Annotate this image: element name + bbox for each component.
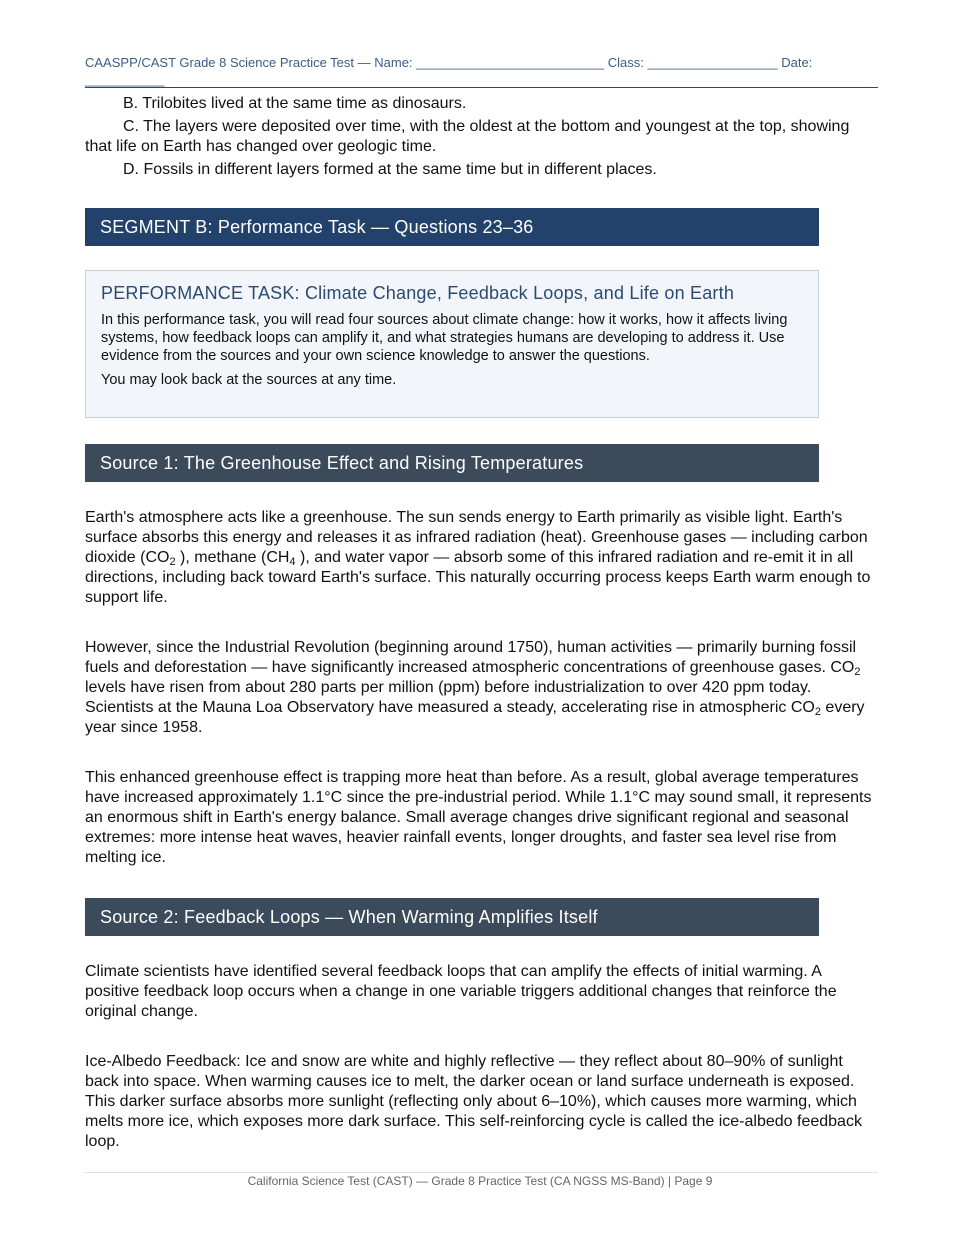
performance-task-box [85,270,819,418]
answer-option-c: C. The layers were deposited over time, with the oldest at the bottom and youngest at the top, showing that life on Earth has changed over geologic time. [85,118,850,155]
answer-option-d: D. Fossils in different layers formed at the same time but in different places. [123,161,657,178]
page-footer: California Science Test (CAST) — Grade 8 Practice Test (CA NGSS MS-Band) | Page 9 [247,1174,713,1188]
performance-task-title: PERFORMANCE TASK: Climate Change, Feedback Loops, and Life on Earth [101,283,735,303]
source-1-paragraph-3: This enhanced greenhouse effect is trapping more heat than before. As a result, global average temperatures have increased approximately 1.1°C since the pre-industrial period. While 1.1°C may sound small, it represents an enormous shift in Earth's energy balance. Small average changes drive significant regional and seasonal extremes: more intense heat waves, heavier rainfall events, longer droughts, and faster sea level rise from melting ice. [85,769,872,866]
header-divider [85,87,878,88]
source-2-paragraph-2: Ice-Albedo Feedback: Ice and snow are white and highly reflective — they reflect about 80–90% of sunlight back into space. When warming causes ice to melt, the darker ocean or land surface underneath is exposed. This darker surface absorbs more sunlight (reflecting only about 6–10%), which causes more warming, which melts more ice, which exposes more dark surface. This self-reinforcing cycle is called the ice-albedo feedback loop. [85,1053,862,1150]
footer-divider [85,1172,878,1173]
page-header: CAASPP/CAST Grade 8 Science Practice Test — Name: __________________________ Class: __________________ Date: ___________ [85,55,813,87]
performance-task-intro: In this performance task, you will read four sources about climate change: how it works, how it affects living systems, how feedback loops can amplify it, and what strategies humans are developing to address it. Use evidence from the sources and your own science knowledge to answer the questions. [101,312,788,364]
segment-b-heading: SEGMENT B: Performance Task — Questions 23–36 [85,208,819,246]
source-1-heading: Source 1: The Greenhouse Effect and Rising Temperatures [85,444,819,482]
source-1-paragraph-1: Earth's atmosphere acts like a greenhouse. The sun sends energy to Earth primarily as visible light. Earth's surface absorbs this energy and releases it as infrared radiation (heat). Greenhouse gases — including carbon dioxide ($CO_2$ ), methane ($CH_4$ ), and water vapor — absorb some of this infrared radiation and re-emit it in all directions, including back toward Earth's surface. This naturally occurring process keeps Earth warm enough to support life. [85,509,871,606]
source-1-paragraph-2: However, since the Industrial Revolution (beginning around 1750), human activities — primarily burning fossil fuels and deforestation — have significantly increased atmospheric concentrations of greenhouse gases. $CO_2$ levels have risen from about 280 parts per million (ppm) before industrialization to over 420 ppm today. Scientists at the Mauna Loa Observatory have measured a steady, accelerating rise in atmospheric $CO_2$ every year since 1958. [85,639,865,736]
answer-options [85,94,875,183]
source-2-heading: Source 2: Feedback Loops — When Warming Amplifies Itself [85,898,819,936]
source-2-paragraph-1: Climate scientists have identified several feedback loops that can amplify the effects of initial warming. A positive feedback loop occurs when a change in one variable triggers additional changes that reinforce the original change. [85,963,837,1020]
answer-option-b: B. Trilobites lived at the same time as dinosaurs. [123,95,467,112]
performance-task-note: You may look back at the sources at any time. [101,372,397,388]
